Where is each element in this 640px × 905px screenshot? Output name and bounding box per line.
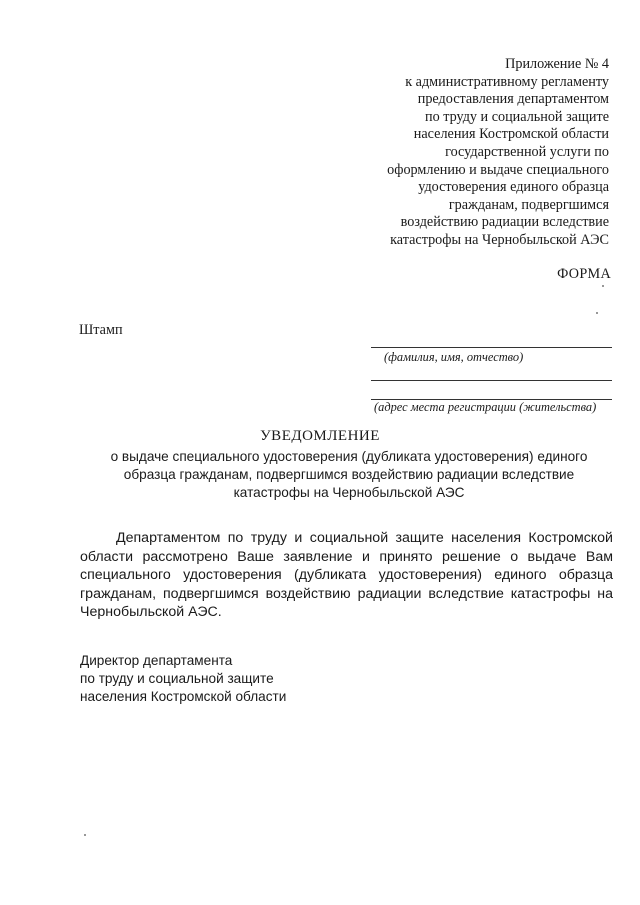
notice-subtitle-line: о выдаче специального удостоверения (дубликата удостоверения) единого	[110, 449, 588, 464]
name-caption: (фамилия, имя, отчество)	[384, 350, 524, 364]
appendix-line: государственной услуги по	[445, 143, 609, 160]
appendix-line: населения Костромской области	[413, 126, 609, 143]
body-paragraph: Департаментом по труду и социальной защите населения Костромской области рассмотрено Ваше заявление и принято решение о выдаче Вам специального удостоверения (дубликата удостоверения) единого образца гражданам, подвергшимся воздействию радиации вследствие катастрофы на Чернобыльской АЭС.	[80, 530, 613, 620]
appendix-line: оформлению и выдаче специального	[387, 161, 609, 178]
appendix-line: Приложение № 4	[505, 56, 609, 72]
scan-speck	[602, 285, 604, 287]
appendix-line: по труду и социальной защите	[424, 108, 609, 125]
appendix-header	[387, 56, 609, 250]
notice-subtitle-line: образца гражданам, подвергшимся воздействию радиации вследствие	[123, 467, 575, 482]
signature-line: населения Костромской области	[80, 689, 287, 704]
notice-subtitle	[110, 448, 588, 502]
signature-line: Директор департамента	[80, 653, 233, 668]
appendix-line: воздействию радиации вследствие	[400, 214, 609, 231]
notice-title: УВЕДОМЛЕНИЕ	[260, 428, 380, 444]
signature-line: по труду и социальной защите	[80, 671, 274, 686]
stamp-label: Штамп	[79, 322, 123, 338]
address-caption: (адрес места регистрации (жительства)	[374, 400, 597, 414]
scan-speck	[84, 834, 86, 836]
form-label: ФОРМА	[557, 266, 611, 282]
address-line-1	[371, 380, 612, 381]
name-line	[371, 347, 612, 348]
appendix-line: удостоверения единого образца	[418, 179, 609, 196]
appendix-line: к административному регламенту	[405, 73, 609, 90]
notice-subtitle-line: катастрофы на Чернобыльской АЭС	[233, 485, 465, 500]
signature-block	[80, 652, 286, 706]
scan-speck	[596, 312, 598, 314]
appendix-line: предоставления департаментом	[417, 91, 609, 108]
appendix-line: гражданам, подвергшимся	[448, 196, 609, 213]
appendix-line: катастрофы на Чернобыльской АЭС	[390, 231, 609, 248]
